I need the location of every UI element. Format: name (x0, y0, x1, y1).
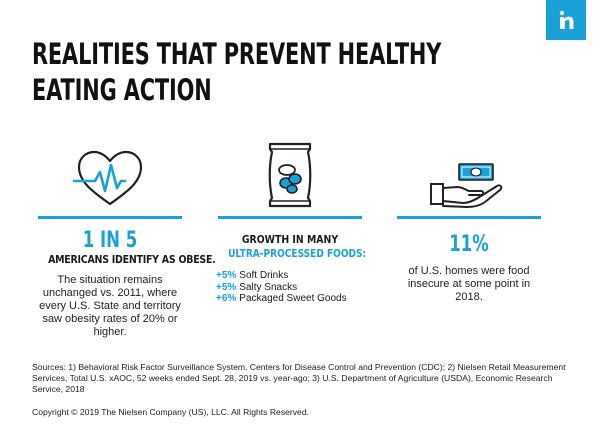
processed-foods-column (216, 132, 367, 305)
growth-percent: +5% (216, 270, 237, 281)
obesity-column (38, 132, 216, 339)
food-insecurity-column (397, 132, 541, 304)
accent-divider (397, 216, 541, 219)
title-line-1: REALITIES THAT PREVENT HEALTHY (32, 37, 442, 71)
page-title (32, 36, 441, 108)
growth-list (216, 270, 362, 305)
heart-pulse-icon (38, 132, 182, 210)
growth-item (216, 270, 362, 282)
obesity-subtitle: AMERICANS IDENTIFY AS OBESE. (48, 253, 216, 266)
hand-holding-money-icon (397, 132, 541, 210)
snack-bag-icon (218, 132, 362, 210)
growth-label: Packaged Sweet Goods (239, 293, 347, 304)
growth-item (216, 293, 362, 305)
growth-percent: +6% (216, 293, 237, 304)
nielsen-logo (546, 0, 586, 40)
title-line-2: EATING ACTION (32, 73, 212, 107)
obesity-description: The situation remains unchanged vs. 2011, where every U.S. State and territory saw obesity rates of 20% or higher. (39, 274, 181, 338)
obesity-stat: 1 IN 5 (82, 228, 138, 253)
accent-divider (218, 216, 362, 219)
food-insecurity-stat: 11% (449, 232, 489, 257)
growth-item (216, 282, 362, 294)
growth-percent: +5% (216, 281, 237, 293)
accent-divider (38, 216, 182, 219)
food-insecurity-description: of U.S. homes were food insecure at some point in 2018. (407, 265, 531, 303)
sources-note: Sources: 1) Behavioral Risk Factor Surveillance System, Centers for Disease Control and Prevention (CDC); 2) Nielsen Retail Measurement Services, Total U.S. xAOC, 52 weeks ended Sept. 28, 2019 vs. year-ago; 3) U.S. Department of Agriculture (USDA), Economic Research Service, 2018 (32, 362, 566, 394)
copyright-notice: Copyright © 2019 The Nielsen Company (US), LLC. All Rights Reserved. (32, 407, 310, 417)
nielsen-n-logo-icon (555, 9, 577, 31)
growth-title: GROWTH IN MANY (241, 233, 339, 246)
growth-label: Soft Drinks (239, 270, 289, 281)
growth-subtitle: ULTRA-PROCESSED FOODS: (228, 248, 367, 260)
growth-label: Salty Snacks (239, 281, 298, 293)
